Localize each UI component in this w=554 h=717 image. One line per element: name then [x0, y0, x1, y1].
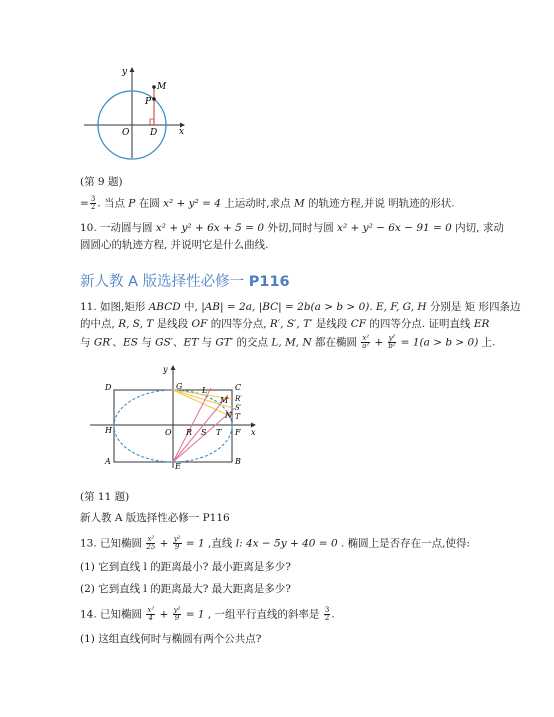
label-h: H	[105, 426, 112, 435]
label-l: L	[202, 386, 208, 395]
problem-13-q1: (1) 它到直线 l 的距离最小? 最小距离是多少?	[80, 561, 291, 573]
label-g: G	[176, 382, 183, 391]
label-a: A	[105, 457, 111, 466]
point-p	[152, 97, 156, 101]
label-e: E	[175, 462, 181, 470]
label-r-prime: R′	[235, 395, 242, 403]
problem-11-line2: 的中点, R, S, T 是线段 OF 的四等分点, R′, S′, T′ 是线段 CF 的四等分点. 证明直线 ER	[80, 318, 490, 330]
label-s-prime: S′	[235, 404, 242, 412]
label-d: D	[105, 383, 112, 392]
section-heading: 新人教 A 版选择性必修一 P116	[80, 274, 290, 290]
label-r: R	[186, 428, 193, 437]
problem-11-line3: 与 GR′、ES 与 GS′、ET 与 GT′ 的交点 L, M, N 都在椭圆 $\frac{\text{x²}}{\text{a²}}$ + $\frac{\text{y²}}{\text{b²}}$ = 1(a > b > 0) 上.	[80, 334, 496, 350]
label-s: S	[201, 428, 207, 437]
label-d: D	[150, 128, 158, 138]
label-x: x	[179, 127, 185, 137]
label-b: B	[235, 457, 241, 466]
x-axis-arrow	[251, 423, 256, 428]
figure-9-circle-diagram	[80, 62, 190, 162]
label-y: y	[163, 365, 168, 374]
problem-14-line1: 14. 已知椭圆 $\frac{\text{x²}}{4}$ + $\frac{\text{y²}}{9}$ = 1 , 一组平行直线的斜率是 $\frac{3}{2}$ .	[80, 606, 335, 622]
label-m: M	[220, 396, 229, 405]
figure-11-caption: (第 11 题)	[80, 491, 130, 503]
label-c: C	[235, 383, 242, 392]
label-p: P	[145, 97, 152, 107]
right-angle-mark	[150, 119, 154, 125]
label-y: y	[122, 67, 128, 77]
label-f: F	[235, 428, 241, 437]
problem-11-line1: 11. 如图,矩形 ABCD 中, |AB| = 2a, |BC| = 2b(a > b > 0). E, F, G, H 分别是 矩 形四条边	[80, 301, 521, 313]
problem-13-q2: (2) 它到直线 l 的距离最大? 最大距离是多少?	[80, 583, 291, 595]
problem-13-line1: 13. 已知椭圆 $\frac{\text{x²}}{25}$ + $\frac{\text{y²}}{9}$ = 1 ,直线 l: 4x − 5y + 40 = 0 . 椭圆上是否存在一点,使得:	[80, 535, 471, 551]
problem-10-line2: 圆圆心的轨迹方程, 并说明它是什么曲线.	[80, 239, 269, 251]
label-m: M	[157, 82, 167, 92]
problem-14-q1: (1) 这组直线何时与椭圆有两个公共点?	[80, 633, 262, 645]
figure-11-ellipse-diagram	[85, 360, 260, 470]
label-n: N	[225, 411, 232, 420]
label-t: T	[216, 428, 222, 437]
figure-9-caption: (第 9 题)	[80, 176, 123, 188]
problem-10-line1: 10. 一动圆与圆 x² + y² + 6x + 5 = 0 外切,同时与圆 x² + y² − 6x − 91 = 0 内切, 求动	[80, 222, 504, 234]
y-axis-arrow	[171, 365, 176, 370]
sub-heading: 新人教 A 版选择性必修一 P116	[80, 512, 230, 524]
label-x: x	[251, 428, 256, 437]
problem-9-text: = $\frac{3}{2}$ . 当点 P 在圆 x² + y² = 4 上运动时,求点 M 的轨迹方程,并说 明轨迹的形状.	[80, 195, 455, 211]
label-t-prime: T′	[235, 413, 242, 421]
label-o: O	[165, 428, 172, 437]
label-o: O	[122, 128, 130, 138]
point-m	[152, 85, 156, 89]
y-axis-arrow	[130, 67, 135, 72]
